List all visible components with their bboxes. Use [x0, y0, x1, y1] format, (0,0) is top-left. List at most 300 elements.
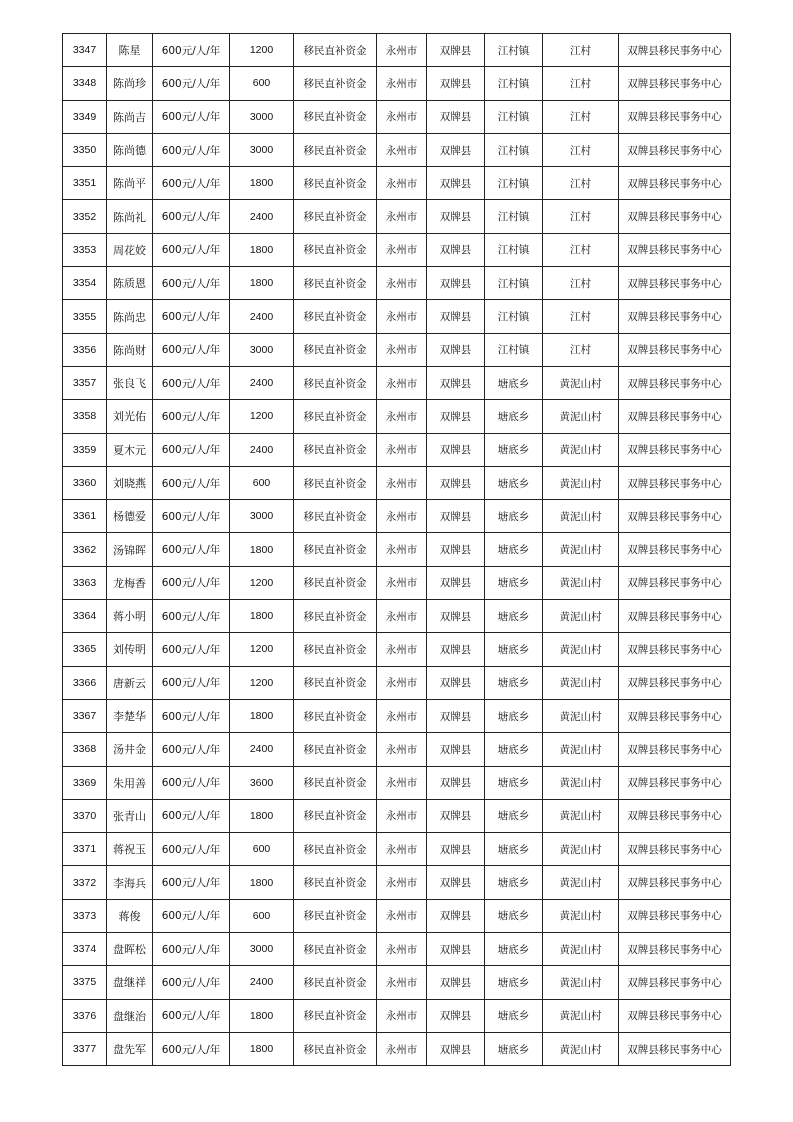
- cell-subsidy-amount: 1200: [230, 666, 294, 699]
- cell-town: 江村镇: [485, 300, 543, 333]
- cell-city: 永州市: [377, 600, 427, 633]
- table-row: [63, 333, 731, 366]
- cell-row-id: 3373: [63, 899, 107, 932]
- cell-town: 塘底乡: [485, 466, 543, 499]
- cell-issuing-organization: 双牌县移民事务中心: [619, 999, 731, 1032]
- cell-subsidy-amount: 2400: [230, 200, 294, 233]
- cell-row-id: 3358: [63, 400, 107, 433]
- table-row: [63, 466, 731, 499]
- table-row: [63, 366, 731, 399]
- cell-fund-type: 移民直补资金: [294, 899, 377, 932]
- cell-town: 塘底乡: [485, 866, 543, 899]
- cell-fund-type: 移民直补资金: [294, 267, 377, 300]
- cell-person-name: 张青山: [107, 799, 153, 832]
- cell-fund-type: 移民直补资金: [294, 600, 377, 633]
- cell-fund-type: 移民直补资金: [294, 433, 377, 466]
- cell-town: 江村镇: [485, 333, 543, 366]
- cell-row-id: 3369: [63, 766, 107, 799]
- cell-city: 永州市: [377, 533, 427, 566]
- cell-town: 塘底乡: [485, 733, 543, 766]
- cell-city: 永州市: [377, 100, 427, 133]
- cell-person-name: 刘传明: [107, 633, 153, 666]
- cell-subsidy-standard: 600元/人/年: [153, 100, 230, 133]
- cell-subsidy-standard: 600元/人/年: [153, 566, 230, 599]
- table-row: [63, 67, 731, 100]
- cell-village: 黄泥山村: [543, 699, 619, 732]
- table-row: [63, 566, 731, 599]
- cell-issuing-organization: 双牌县移民事务中心: [619, 67, 731, 100]
- cell-city: 永州市: [377, 766, 427, 799]
- cell-town: 塘底乡: [485, 999, 543, 1032]
- table-row: [63, 766, 731, 799]
- cell-county: 双牌县: [427, 233, 485, 266]
- cell-village: 黄泥山村: [543, 500, 619, 533]
- cell-county: 双牌县: [427, 533, 485, 566]
- cell-village: 江村: [543, 67, 619, 100]
- cell-person-name: 蒋俊: [107, 899, 153, 932]
- table-row: [63, 233, 731, 266]
- cell-subsidy-amount: 1200: [230, 633, 294, 666]
- cell-subsidy-standard: 600元/人/年: [153, 267, 230, 300]
- cell-issuing-organization: 双牌县移民事务中心: [619, 400, 731, 433]
- cell-subsidy-amount: 1200: [230, 566, 294, 599]
- cell-person-name: 汤锦晖: [107, 533, 153, 566]
- cell-subsidy-standard: 600元/人/年: [153, 366, 230, 399]
- cell-row-id: 3375: [63, 966, 107, 999]
- cell-row-id: 3352: [63, 200, 107, 233]
- cell-subsidy-standard: 600元/人/年: [153, 500, 230, 533]
- cell-fund-type: 移民直补资金: [294, 34, 377, 67]
- cell-county: 双牌县: [427, 34, 485, 67]
- cell-county: 双牌县: [427, 400, 485, 433]
- cell-town: 江村镇: [485, 67, 543, 100]
- cell-person-name: 刘晓燕: [107, 466, 153, 499]
- cell-subsidy-amount: 1800: [230, 233, 294, 266]
- cell-city: 永州市: [377, 799, 427, 832]
- table-row: [63, 966, 731, 999]
- cell-city: 永州市: [377, 500, 427, 533]
- cell-person-name: 盘继祥: [107, 966, 153, 999]
- cell-subsidy-standard: 600元/人/年: [153, 866, 230, 899]
- table-row: [63, 34, 731, 67]
- cell-row-id: 3374: [63, 933, 107, 966]
- cell-person-name: 蒋祝玉: [107, 833, 153, 866]
- cell-county: 双牌县: [427, 100, 485, 133]
- cell-issuing-organization: 双牌县移民事务中心: [619, 600, 731, 633]
- table-row: [63, 833, 731, 866]
- cell-city: 永州市: [377, 466, 427, 499]
- cell-village: 黄泥山村: [543, 833, 619, 866]
- cell-subsidy-standard: 600元/人/年: [153, 600, 230, 633]
- cell-county: 双牌县: [427, 699, 485, 732]
- cell-subsidy-amount: 1800: [230, 267, 294, 300]
- cell-city: 永州市: [377, 133, 427, 166]
- cell-person-name: 陈尚财: [107, 333, 153, 366]
- cell-issuing-organization: 双牌县移民事务中心: [619, 533, 731, 566]
- cell-subsidy-amount: 1800: [230, 167, 294, 200]
- cell-village: 江村: [543, 100, 619, 133]
- cell-subsidy-standard: 600元/人/年: [153, 133, 230, 166]
- cell-village: 黄泥山村: [543, 1032, 619, 1065]
- cell-person-name: 蒋小明: [107, 600, 153, 633]
- cell-row-id: 3348: [63, 67, 107, 100]
- cell-row-id: 3349: [63, 100, 107, 133]
- cell-subsidy-standard: 600元/人/年: [153, 1032, 230, 1065]
- cell-fund-type: 移民直补资金: [294, 233, 377, 266]
- cell-row-id: 3356: [63, 333, 107, 366]
- cell-city: 永州市: [377, 1032, 427, 1065]
- cell-subsidy-standard: 600元/人/年: [153, 799, 230, 832]
- cell-fund-type: 移民直补资金: [294, 733, 377, 766]
- cell-village: 黄泥山村: [543, 433, 619, 466]
- cell-fund-type: 移民直补资金: [294, 666, 377, 699]
- table-row: [63, 200, 731, 233]
- cell-town: 江村镇: [485, 167, 543, 200]
- cell-person-name: 夏木元: [107, 433, 153, 466]
- cell-person-name: 陈尚德: [107, 133, 153, 166]
- cell-row-id: 3370: [63, 799, 107, 832]
- cell-issuing-organization: 双牌县移民事务中心: [619, 866, 731, 899]
- cell-village: 黄泥山村: [543, 733, 619, 766]
- cell-city: 永州市: [377, 633, 427, 666]
- cell-person-name: 张良飞: [107, 366, 153, 399]
- cell-subsidy-standard: 600元/人/年: [153, 433, 230, 466]
- cell-subsidy-standard: 600元/人/年: [153, 300, 230, 333]
- cell-subsidy-amount: 1200: [230, 34, 294, 67]
- cell-town: 塘底乡: [485, 600, 543, 633]
- cell-subsidy-standard: 600元/人/年: [153, 966, 230, 999]
- cell-issuing-organization: 双牌县移民事务中心: [619, 200, 731, 233]
- table-row: [63, 866, 731, 899]
- cell-city: 永州市: [377, 300, 427, 333]
- cell-subsidy-standard: 600元/人/年: [153, 167, 230, 200]
- cell-county: 双牌县: [427, 633, 485, 666]
- cell-county: 双牌县: [427, 366, 485, 399]
- cell-issuing-organization: 双牌县移民事务中心: [619, 233, 731, 266]
- cell-county: 双牌县: [427, 433, 485, 466]
- cell-subsidy-amount: 3000: [230, 333, 294, 366]
- cell-row-id: 3364: [63, 600, 107, 633]
- cell-subsidy-standard: 600元/人/年: [153, 933, 230, 966]
- cell-person-name: 李楚华: [107, 699, 153, 732]
- cell-issuing-organization: 双牌县移民事务中心: [619, 100, 731, 133]
- cell-issuing-organization: 双牌县移民事务中心: [619, 34, 731, 67]
- cell-person-name: 陈尚平: [107, 167, 153, 200]
- cell-village: 黄泥山村: [543, 366, 619, 399]
- cell-issuing-organization: 双牌县移民事务中心: [619, 267, 731, 300]
- cell-village: 黄泥山村: [543, 666, 619, 699]
- cell-subsidy-amount: 600: [230, 466, 294, 499]
- cell-village: 黄泥山村: [543, 466, 619, 499]
- table-row: [63, 400, 731, 433]
- cell-issuing-organization: 双牌县移民事务中心: [619, 933, 731, 966]
- cell-subsidy-amount: 1800: [230, 799, 294, 832]
- cell-city: 永州市: [377, 833, 427, 866]
- cell-subsidy-amount: 1800: [230, 533, 294, 566]
- cell-subsidy-standard: 600元/人/年: [153, 633, 230, 666]
- cell-county: 双牌县: [427, 766, 485, 799]
- cell-subsidy-amount: 3600: [230, 766, 294, 799]
- cell-issuing-organization: 双牌县移民事务中心: [619, 433, 731, 466]
- cell-county: 双牌县: [427, 1032, 485, 1065]
- cell-subsidy-amount: 2400: [230, 366, 294, 399]
- cell-town: 塘底乡: [485, 699, 543, 732]
- cell-city: 永州市: [377, 433, 427, 466]
- cell-subsidy-amount: 2400: [230, 966, 294, 999]
- cell-person-name: 陈尚礼: [107, 200, 153, 233]
- cell-subsidy-amount: 2400: [230, 300, 294, 333]
- cell-city: 永州市: [377, 34, 427, 67]
- cell-town: 塘底乡: [485, 566, 543, 599]
- cell-city: 永州市: [377, 67, 427, 100]
- subsidy-table: [62, 33, 731, 1066]
- cell-fund-type: 移民直补资金: [294, 833, 377, 866]
- cell-town: 塘底乡: [485, 400, 543, 433]
- cell-person-name: 周花姣: [107, 233, 153, 266]
- cell-county: 双牌县: [427, 833, 485, 866]
- cell-subsidy-standard: 600元/人/年: [153, 666, 230, 699]
- cell-city: 永州市: [377, 366, 427, 399]
- table-row: [63, 733, 731, 766]
- cell-person-name: 龙梅香: [107, 566, 153, 599]
- cell-village: 江村: [543, 233, 619, 266]
- cell-subsidy-amount: 1800: [230, 1032, 294, 1065]
- cell-county: 双牌县: [427, 933, 485, 966]
- cell-row-id: 3361: [63, 500, 107, 533]
- cell-county: 双牌县: [427, 300, 485, 333]
- cell-subsidy-standard: 600元/人/年: [153, 34, 230, 67]
- cell-fund-type: 移民直补资金: [294, 566, 377, 599]
- cell-row-id: 3353: [63, 233, 107, 266]
- cell-issuing-organization: 双牌县移民事务中心: [619, 133, 731, 166]
- table-row: [63, 533, 731, 566]
- cell-village: 黄泥山村: [543, 400, 619, 433]
- cell-subsidy-standard: 600元/人/年: [153, 466, 230, 499]
- cell-subsidy-standard: 600元/人/年: [153, 533, 230, 566]
- cell-county: 双牌县: [427, 566, 485, 599]
- cell-county: 双牌县: [427, 966, 485, 999]
- cell-village: 黄泥山村: [543, 933, 619, 966]
- cell-village: 黄泥山村: [543, 600, 619, 633]
- cell-subsidy-amount: 600: [230, 67, 294, 100]
- cell-village: 黄泥山村: [543, 766, 619, 799]
- cell-issuing-organization: 双牌县移民事务中心: [619, 167, 731, 200]
- cell-village: 江村: [543, 133, 619, 166]
- cell-village: 江村: [543, 200, 619, 233]
- cell-county: 双牌县: [427, 267, 485, 300]
- cell-subsidy-amount: 1800: [230, 866, 294, 899]
- cell-subsidy-amount: 1800: [230, 999, 294, 1032]
- table-row: [63, 133, 731, 166]
- cell-fund-type: 移民直补资金: [294, 167, 377, 200]
- cell-issuing-organization: 双牌县移民事务中心: [619, 799, 731, 832]
- cell-fund-type: 移民直补资金: [294, 466, 377, 499]
- cell-row-id: 3354: [63, 267, 107, 300]
- cell-fund-type: 移民直补资金: [294, 100, 377, 133]
- cell-issuing-organization: 双牌县移民事务中心: [619, 333, 731, 366]
- cell-county: 双牌县: [427, 799, 485, 832]
- cell-county: 双牌县: [427, 899, 485, 932]
- cell-subsidy-standard: 600元/人/年: [153, 733, 230, 766]
- cell-city: 永州市: [377, 733, 427, 766]
- table-row: [63, 600, 731, 633]
- cell-county: 双牌县: [427, 500, 485, 533]
- cell-person-name: 陈质恩: [107, 267, 153, 300]
- cell-city: 永州市: [377, 899, 427, 932]
- table-body: [63, 34, 731, 1066]
- cell-row-id: 3366: [63, 666, 107, 699]
- cell-issuing-organization: 双牌县移民事务中心: [619, 633, 731, 666]
- cell-subsidy-amount: 1200: [230, 400, 294, 433]
- cell-town: 塘底乡: [485, 766, 543, 799]
- cell-fund-type: 移民直补资金: [294, 533, 377, 566]
- table-row: [63, 799, 731, 832]
- cell-fund-type: 移民直补资金: [294, 500, 377, 533]
- cell-town: 塘底乡: [485, 799, 543, 832]
- cell-fund-type: 移民直补资金: [294, 400, 377, 433]
- cell-village: 江村: [543, 267, 619, 300]
- cell-county: 双牌县: [427, 666, 485, 699]
- cell-issuing-organization: 双牌县移民事务中心: [619, 466, 731, 499]
- cell-row-id: 3363: [63, 566, 107, 599]
- cell-subsidy-standard: 600元/人/年: [153, 833, 230, 866]
- cell-village: 黄泥山村: [543, 633, 619, 666]
- cell-person-name: 陈星: [107, 34, 153, 67]
- cell-person-name: 陈尚吉: [107, 100, 153, 133]
- cell-issuing-organization: 双牌县移民事务中心: [619, 733, 731, 766]
- table-row: [63, 899, 731, 932]
- table-row: [63, 433, 731, 466]
- cell-town: 江村镇: [485, 34, 543, 67]
- cell-row-id: 3360: [63, 466, 107, 499]
- table-row: [63, 666, 731, 699]
- cell-issuing-organization: 双牌县移民事务中心: [619, 899, 731, 932]
- cell-fund-type: 移民直补资金: [294, 366, 377, 399]
- cell-village: 黄泥山村: [543, 799, 619, 832]
- cell-town: 江村镇: [485, 267, 543, 300]
- cell-city: 永州市: [377, 966, 427, 999]
- cell-row-id: 3371: [63, 833, 107, 866]
- cell-town: 江村镇: [485, 133, 543, 166]
- cell-town: 塘底乡: [485, 533, 543, 566]
- table-row: [63, 167, 731, 200]
- cell-person-name: 盘继治: [107, 999, 153, 1032]
- cell-fund-type: 移民直补资金: [294, 200, 377, 233]
- cell-village: 黄泥山村: [543, 566, 619, 599]
- cell-subsidy-standard: 600元/人/年: [153, 999, 230, 1032]
- cell-town: 塘底乡: [485, 500, 543, 533]
- cell-city: 永州市: [377, 666, 427, 699]
- cell-issuing-organization: 双牌县移民事务中心: [619, 1032, 731, 1065]
- table-row: [63, 1032, 731, 1065]
- cell-subsidy-standard: 600元/人/年: [153, 699, 230, 732]
- cell-issuing-organization: 双牌县移民事务中心: [619, 300, 731, 333]
- cell-city: 永州市: [377, 233, 427, 266]
- cell-fund-type: 移民直补资金: [294, 133, 377, 166]
- cell-village: 黄泥山村: [543, 999, 619, 1032]
- cell-issuing-organization: 双牌县移民事务中心: [619, 366, 731, 399]
- cell-row-id: 3355: [63, 300, 107, 333]
- cell-subsidy-amount: 3000: [230, 133, 294, 166]
- table-row: [63, 999, 731, 1032]
- cell-town: 塘底乡: [485, 633, 543, 666]
- cell-village: 黄泥山村: [543, 533, 619, 566]
- cell-person-name: 李海兵: [107, 866, 153, 899]
- cell-subsidy-amount: 3000: [230, 500, 294, 533]
- cell-county: 双牌县: [427, 200, 485, 233]
- cell-village: 江村: [543, 333, 619, 366]
- cell-person-name: 陈尚珍: [107, 67, 153, 100]
- cell-person-name: 陈尚忠: [107, 300, 153, 333]
- cell-row-id: 3359: [63, 433, 107, 466]
- cell-subsidy-amount: 2400: [230, 433, 294, 466]
- cell-town: 塘底乡: [485, 899, 543, 932]
- cell-fund-type: 移民直补资金: [294, 1032, 377, 1065]
- cell-town: 江村镇: [485, 233, 543, 266]
- cell-village: 黄泥山村: [543, 966, 619, 999]
- cell-subsidy-standard: 600元/人/年: [153, 67, 230, 100]
- cell-town: 塘底乡: [485, 433, 543, 466]
- cell-row-id: 3372: [63, 866, 107, 899]
- cell-row-id: 3376: [63, 999, 107, 1032]
- cell-city: 永州市: [377, 933, 427, 966]
- cell-subsidy-standard: 600元/人/年: [153, 899, 230, 932]
- cell-fund-type: 移民直补资金: [294, 67, 377, 100]
- cell-person-name: 盘晖松: [107, 933, 153, 966]
- cell-city: 永州市: [377, 866, 427, 899]
- cell-issuing-organization: 双牌县移民事务中心: [619, 500, 731, 533]
- cell-person-name: 杨德爱: [107, 500, 153, 533]
- cell-city: 永州市: [377, 267, 427, 300]
- cell-town: 塘底乡: [485, 966, 543, 999]
- cell-county: 双牌县: [427, 866, 485, 899]
- cell-county: 双牌县: [427, 133, 485, 166]
- cell-row-id: 3367: [63, 699, 107, 732]
- cell-fund-type: 移民直补资金: [294, 300, 377, 333]
- cell-subsidy-standard: 600元/人/年: [153, 766, 230, 799]
- cell-town: 塘底乡: [485, 1032, 543, 1065]
- cell-row-id: 3377: [63, 1032, 107, 1065]
- cell-city: 永州市: [377, 333, 427, 366]
- cell-row-id: 3351: [63, 167, 107, 200]
- cell-town: 塘底乡: [485, 366, 543, 399]
- cell-subsidy-standard: 600元/人/年: [153, 400, 230, 433]
- cell-subsidy-amount: 600: [230, 899, 294, 932]
- cell-issuing-organization: 双牌县移民事务中心: [619, 666, 731, 699]
- cell-row-id: 3357: [63, 366, 107, 399]
- cell-county: 双牌县: [427, 333, 485, 366]
- table-row: [63, 267, 731, 300]
- cell-fund-type: 移民直补资金: [294, 333, 377, 366]
- cell-city: 永州市: [377, 200, 427, 233]
- cell-city: 永州市: [377, 699, 427, 732]
- cell-town: 江村镇: [485, 100, 543, 133]
- table-row: [63, 500, 731, 533]
- cell-subsidy-amount: 3000: [230, 933, 294, 966]
- cell-fund-type: 移民直补资金: [294, 966, 377, 999]
- cell-town: 塘底乡: [485, 933, 543, 966]
- cell-county: 双牌县: [427, 466, 485, 499]
- cell-fund-type: 移民直补资金: [294, 699, 377, 732]
- cell-village: 黄泥山村: [543, 899, 619, 932]
- cell-person-name: 刘光佑: [107, 400, 153, 433]
- cell-fund-type: 移民直补资金: [294, 799, 377, 832]
- cell-fund-type: 移民直补资金: [294, 999, 377, 1032]
- cell-row-id: 3368: [63, 733, 107, 766]
- cell-row-id: 3362: [63, 533, 107, 566]
- cell-subsidy-amount: 600: [230, 833, 294, 866]
- cell-subsidy-standard: 600元/人/年: [153, 333, 230, 366]
